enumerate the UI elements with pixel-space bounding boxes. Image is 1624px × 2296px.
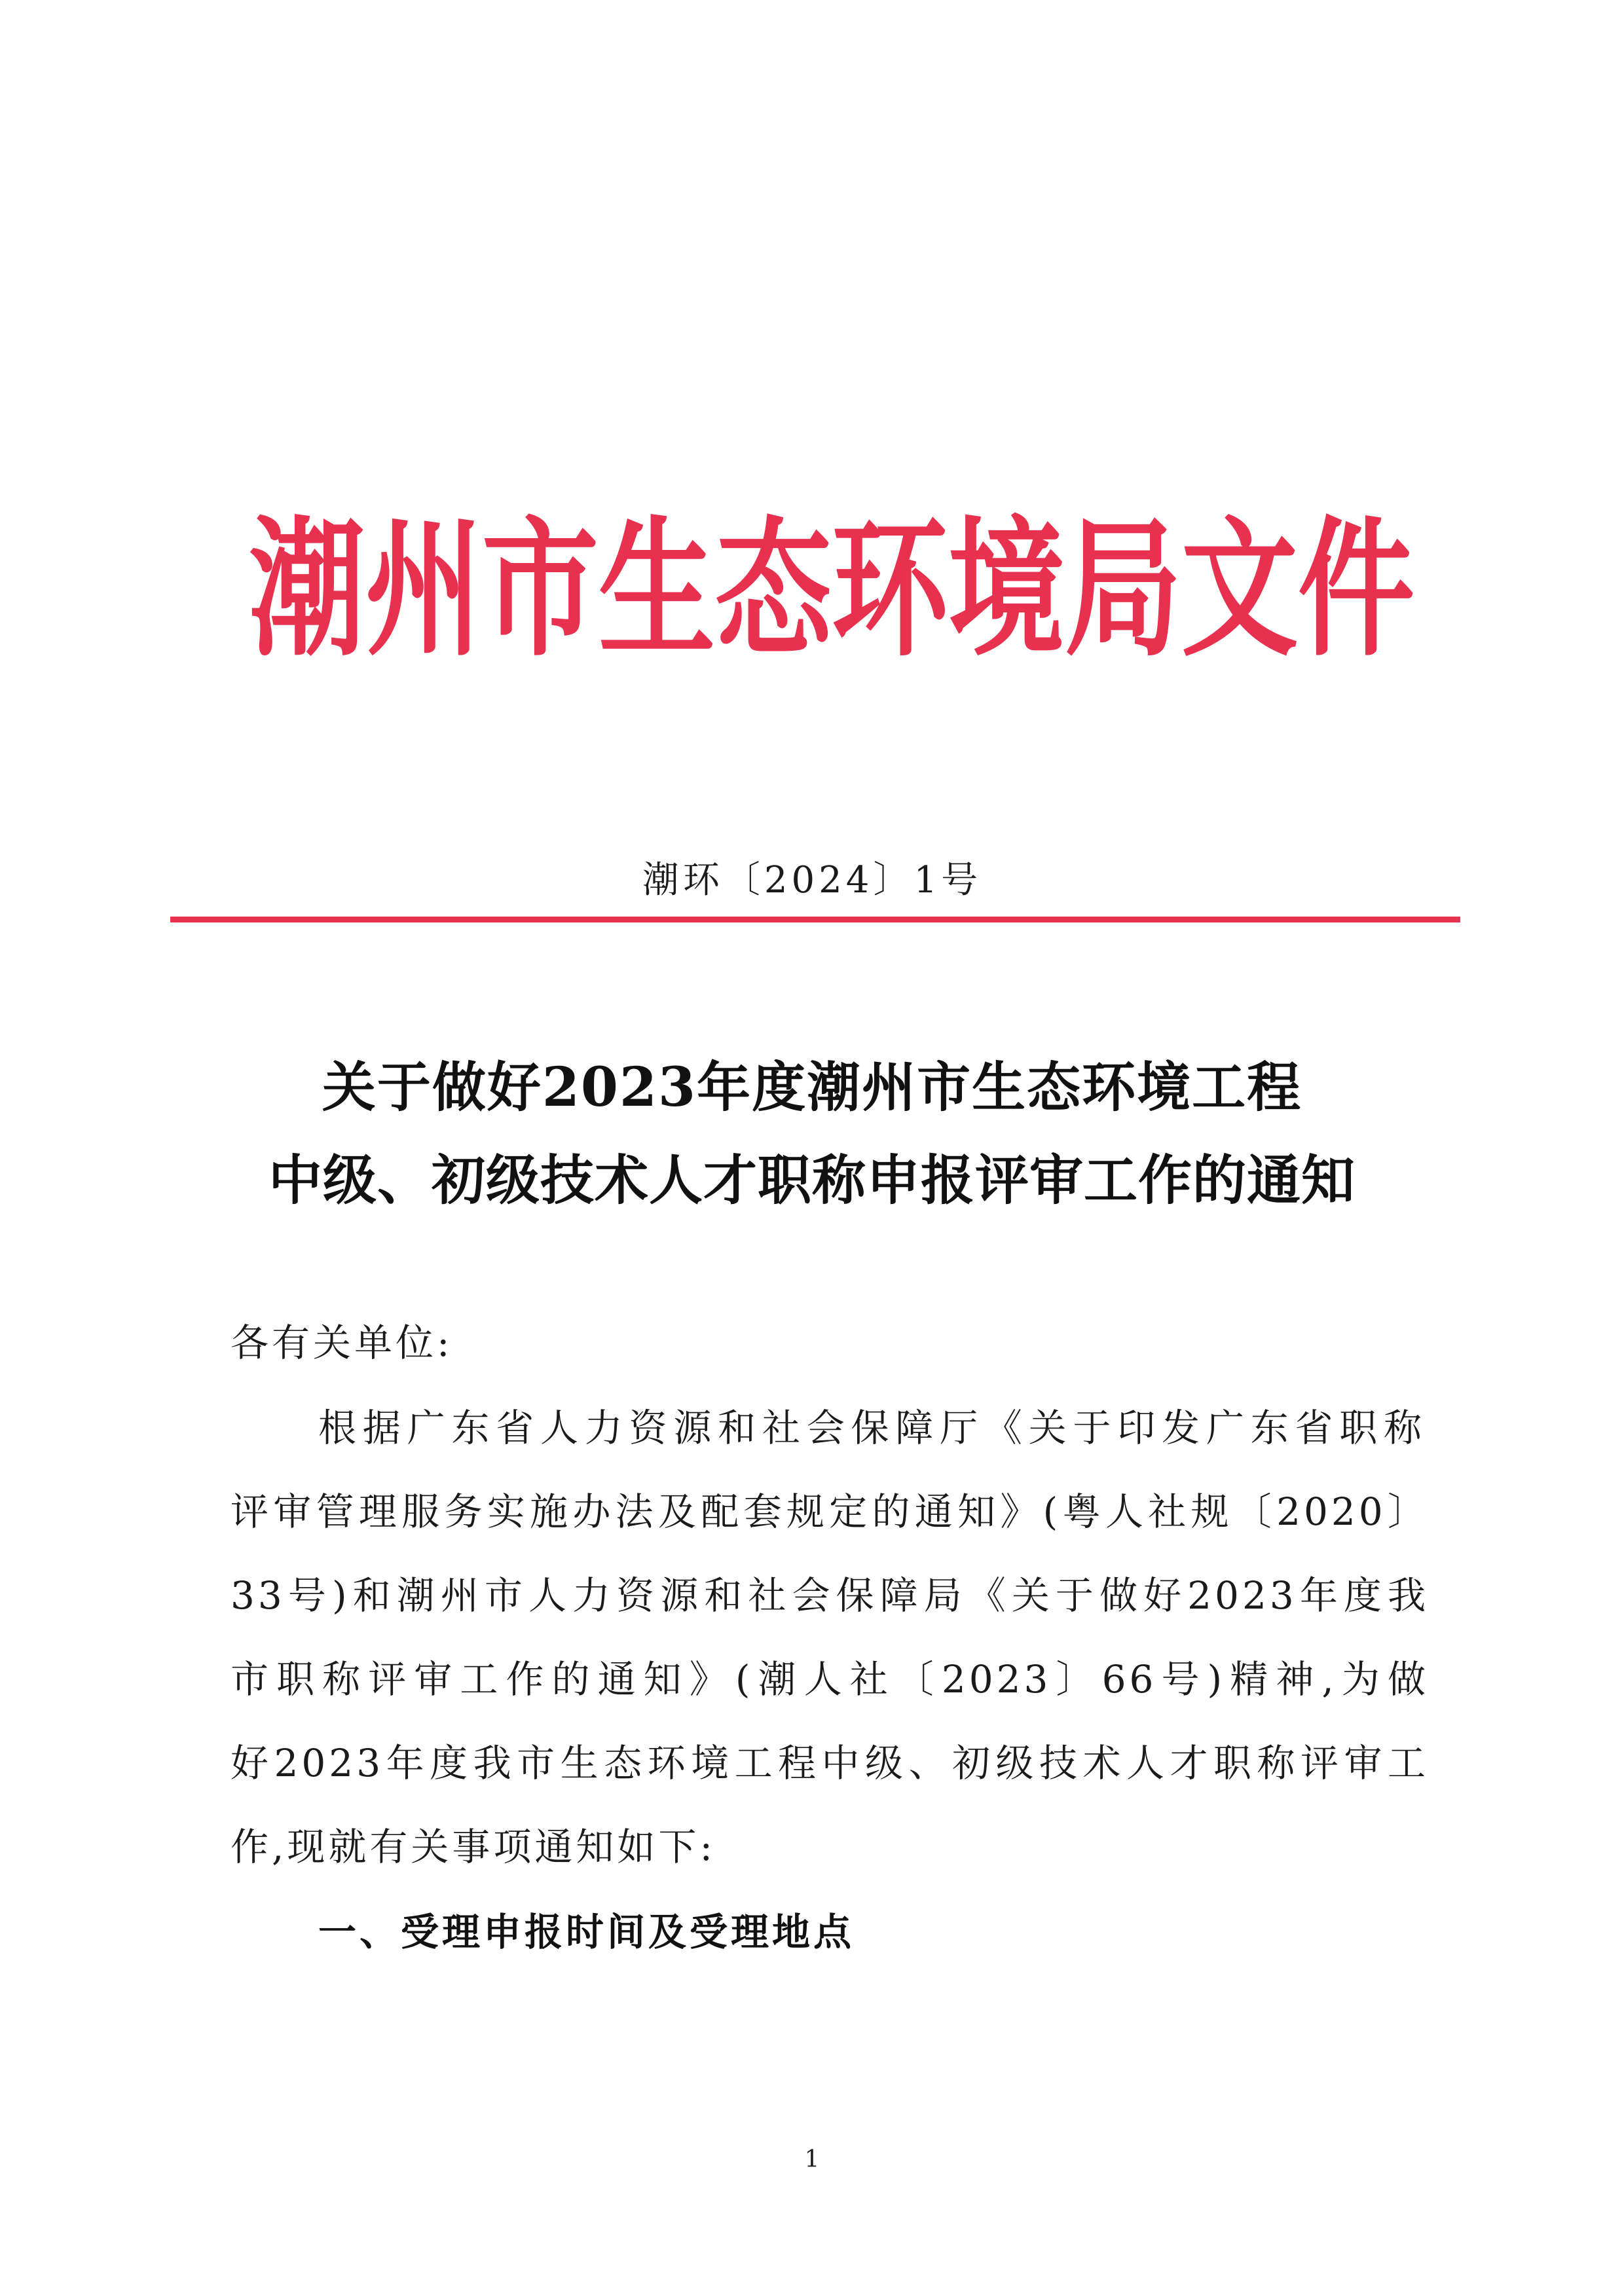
page-number: 1: [804, 2146, 820, 2173]
header-char: 潮: [249, 501, 365, 677]
header-char: 文: [1181, 501, 1298, 677]
body-line: 根据广东省人力资源和社会保障厅《关于印发广东省职称: [318, 1406, 1425, 1450]
header-char: 市: [482, 501, 599, 677]
body-line: 评审管理服务实施办法及配套规定的通知》(粤人社规〔2020〕: [231, 1489, 1429, 1534]
body-line: 33号)和潮州市人力资源和社会保障局《关于做好2023年度我: [231, 1573, 1429, 1618]
header-char: 态: [715, 501, 832, 677]
body-line: 市职称评审工作的通知》(潮人社〔2023〕66号)精神,为做: [231, 1657, 1429, 1702]
issuer-header-title: [249, 481, 1414, 699]
header-char: 环: [832, 501, 948, 677]
notice-title-line-2: 中级、初级技术人才职称申报评审工作的通知: [268, 1149, 1356, 1212]
header-char: 件: [1298, 501, 1414, 677]
header-char: 局: [1065, 501, 1181, 677]
body-line: 作,现就有关事项通知如下:: [231, 1825, 716, 1869]
notice-title-line-1: 关于做好2023年度潮州市生态环境工程: [322, 1056, 1302, 1119]
header-char: 生: [599, 501, 715, 677]
section-heading: 一、受理申报时间及受理地点: [318, 1910, 855, 1954]
header-red-divider: [170, 917, 1460, 922]
salutation: 各有关单位:: [231, 1321, 453, 1365]
body-line: 好2023年度我市生态环境工程中级、初级技术人才职称评审工: [231, 1741, 1429, 1785]
header-char: 境: [948, 501, 1065, 677]
document-number: 潮环〔2024〕1号: [642, 859, 982, 902]
header-char: 州: [365, 501, 482, 677]
